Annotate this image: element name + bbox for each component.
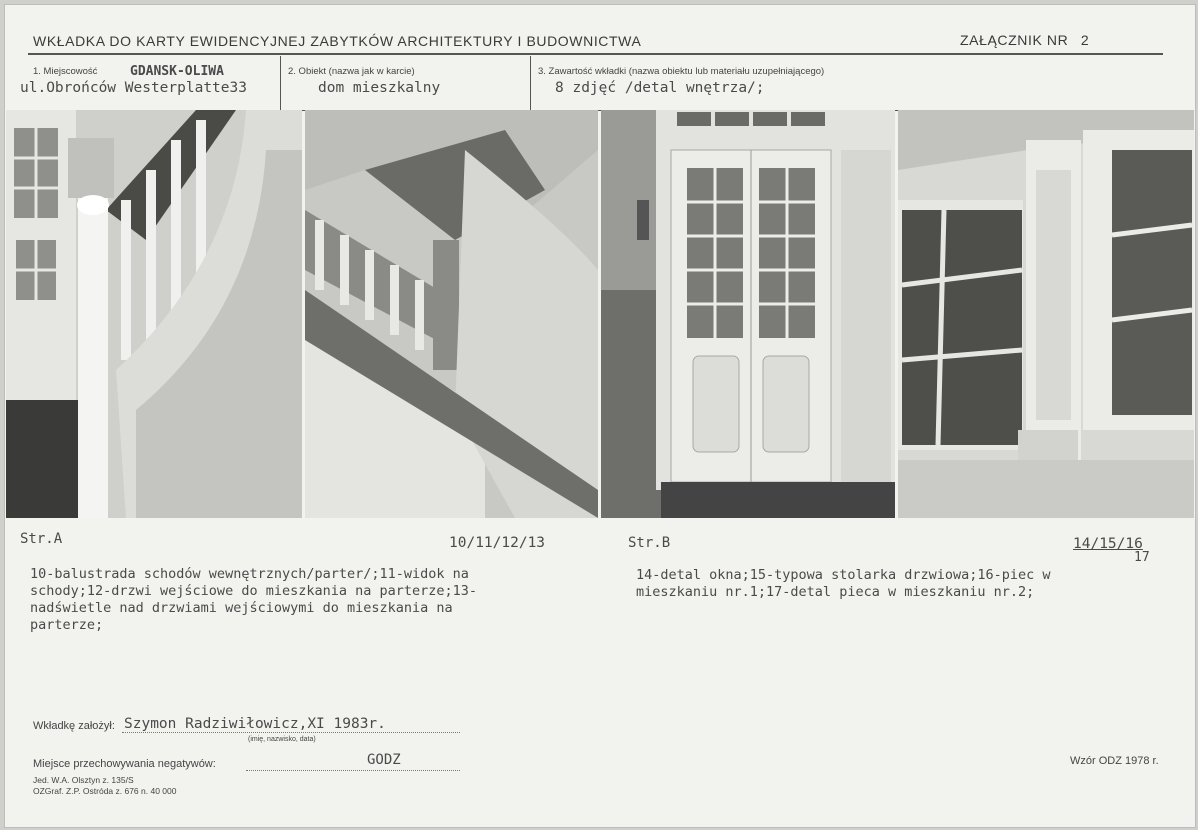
field-contents-value: 8 zdjęć /detal wnętrza/; xyxy=(555,80,765,96)
negatives-value: GODZ xyxy=(367,752,401,768)
field-object-value: dom mieszkalny xyxy=(318,80,441,96)
staircase-view-photo xyxy=(305,110,598,518)
field-divider-2 xyxy=(530,56,531,112)
annex-label-text: ZAŁĄCZNIK NR xyxy=(960,32,1069,48)
side-b-label: Str.B xyxy=(628,535,671,551)
window-detail-photo xyxy=(898,110,1194,518)
author-hint: (imię, nazwisko, data) xyxy=(248,736,316,743)
side-b-description: 14-detal okna;15-typowa stolarka drzwiowa;16-piec w mieszkaniu nr.1;17-detal pieca w mieszkaniu nr.2; xyxy=(636,567,1051,600)
field-object-label: 2. Obiekt (nazwa jak w karcie) xyxy=(288,66,415,77)
form-version-label: Wzór ODZ 1978 r. xyxy=(1070,755,1159,767)
author-label: Wkładkę założył: xyxy=(33,720,115,732)
side-a-numbers: 10/11/12/13 xyxy=(449,535,546,551)
side-a-label: Str.A xyxy=(20,531,63,547)
entrance-door-photo xyxy=(601,110,895,518)
side-b-numbers-extra: 17 xyxy=(1134,550,1150,565)
side-a-description: 10-balustrada schodów wewnętrznych/parter/;11-widok na schody;12-drzwi wejściowe do mieszkania na parterze;13- nadświetle nad drzwiami wejściowymi do mieszkania na parterze; xyxy=(30,566,478,633)
field-place-value: GDANSK-OLIWA xyxy=(130,64,224,79)
staircase-balustrade-photo xyxy=(6,110,302,518)
print-info-line2: OZGraf. Z.P. Ostróda z. 676 n. 40 000 xyxy=(33,786,177,796)
negatives-label: Miejsce przechowywania negatywów: xyxy=(33,758,216,770)
author-value: Szymon Radziwiłowicz,XI 1983r. xyxy=(124,716,386,732)
field-divider-1 xyxy=(280,56,281,112)
header-rule xyxy=(28,53,1163,55)
side-b-numbers: 14/15/16 xyxy=(1073,536,1143,552)
author-line xyxy=(122,732,460,733)
annex-label xyxy=(960,32,1089,48)
negatives-line xyxy=(246,770,460,771)
field-street-value: ul.Obrońców Westerplatte33 xyxy=(20,80,247,96)
annex-number: 2 xyxy=(1080,32,1090,48)
field-contents-label: 3. Zawartość wkładki (nazwa obiektu lub materiału uzupełniającego) xyxy=(538,66,825,77)
field-place-label: 1. Miejscowość xyxy=(33,66,98,77)
print-info-line1: Jed. W.A. Olsztyn z. 135/S xyxy=(33,775,134,785)
card-title: WKŁADKA DO KARTY EWIDENCYJNEJ ZABYTKÓW ARCHITEKTURY I BUDOWNICTWA xyxy=(33,33,642,49)
